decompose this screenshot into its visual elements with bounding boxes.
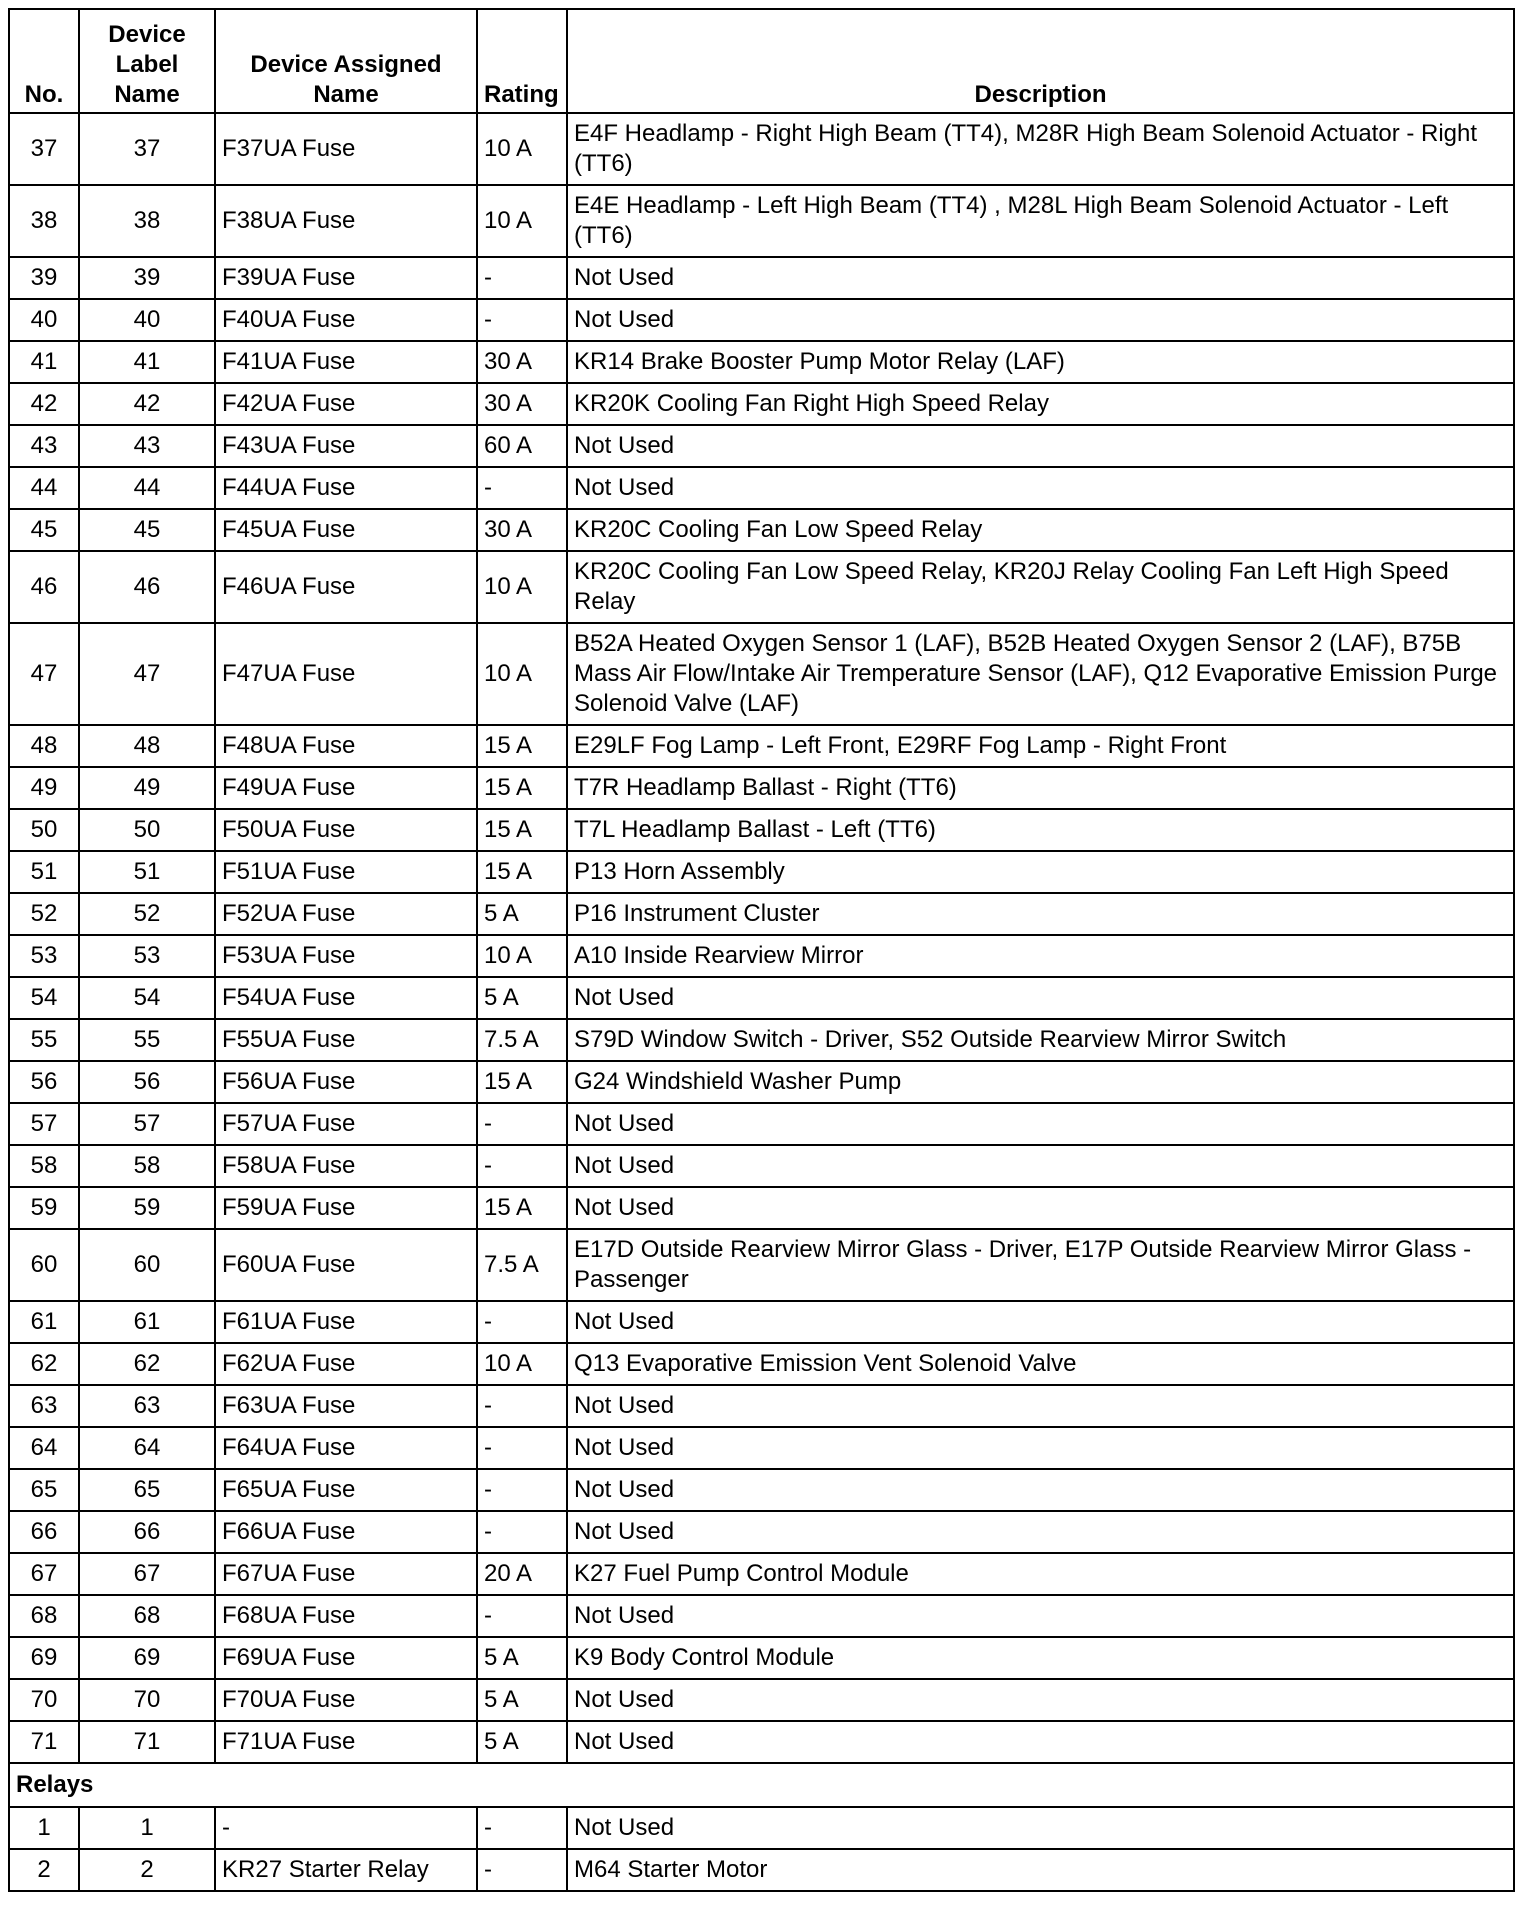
cell-rating: 10 A (477, 551, 567, 623)
fuse-row (9, 623, 1514, 725)
cell-rating: 10 A (477, 623, 567, 725)
cell-no: 39 (9, 257, 79, 299)
cell-no: 48 (9, 725, 79, 767)
cell-label-name: 54 (79, 977, 215, 1019)
cell-description: T7R Headlamp Ballast - Right (TT6) (567, 767, 1514, 809)
cell-rating: 30 A (477, 383, 567, 425)
cell-no: 69 (9, 1637, 79, 1679)
cell-device-name: F43UA Fuse (215, 425, 477, 467)
cell-rating: 15 A (477, 1061, 567, 1103)
cell-rating: - (477, 1511, 567, 1553)
header-no: No. (9, 9, 79, 113)
cell-label-name: 48 (79, 725, 215, 767)
cell-rating: 15 A (477, 1187, 567, 1229)
cell-no: 41 (9, 341, 79, 383)
cell-device-name: F47UA Fuse (215, 623, 477, 725)
cell-device-name: F50UA Fuse (215, 809, 477, 851)
cell-device-name: F62UA Fuse (215, 1343, 477, 1385)
cell-no: 66 (9, 1511, 79, 1553)
cell-label-name: 65 (79, 1469, 215, 1511)
cell-description: Not Used (567, 1807, 1514, 1849)
cell-device-name: F66UA Fuse (215, 1511, 477, 1553)
cell-description: A10 Inside Rearview Mirror (567, 935, 1514, 977)
cell-label-name: 69 (79, 1637, 215, 1679)
cell-no: 62 (9, 1343, 79, 1385)
cell-rating: - (477, 1595, 567, 1637)
cell-rating: 15 A (477, 851, 567, 893)
cell-rating: 5 A (477, 1721, 567, 1763)
cell-rating: 10 A (477, 185, 567, 257)
cell-rating: - (477, 257, 567, 299)
cell-label-name: 70 (79, 1679, 215, 1721)
cell-rating: 5 A (477, 1679, 567, 1721)
cell-device-name: F40UA Fuse (215, 299, 477, 341)
cell-no: 63 (9, 1385, 79, 1427)
fuse-row (9, 1229, 1514, 1301)
cell-rating: 20 A (477, 1553, 567, 1595)
cell-description: Not Used (567, 1595, 1514, 1637)
cell-label-name: 46 (79, 551, 215, 623)
cell-device-name: F46UA Fuse (215, 551, 477, 623)
cell-label-name: 44 (79, 467, 215, 509)
fuse-table-body (9, 113, 1514, 1891)
cell-description: K27 Fuel Pump Control Module (567, 1553, 1514, 1595)
cell-description: Not Used (567, 257, 1514, 299)
cell-no: 50 (9, 809, 79, 851)
cell-device-name: F59UA Fuse (215, 1187, 477, 1229)
table-header-row (9, 9, 1514, 113)
header-device-label-name: Device Label Name (79, 9, 215, 113)
cell-rating: 5 A (477, 893, 567, 935)
cell-device-name: F56UA Fuse (215, 1061, 477, 1103)
cell-description: Q13 Evaporative Emission Vent Solenoid Valve (567, 1343, 1514, 1385)
cell-description: Not Used (567, 1145, 1514, 1187)
header-rating: Rating (477, 9, 567, 113)
relay-row (9, 1807, 1514, 1849)
fuse-row (9, 1679, 1514, 1721)
cell-description: KR20C Cooling Fan Low Speed Relay, KR20J Relay Cooling Fan Left High Speed Relay (567, 551, 1514, 623)
cell-label-name: 68 (79, 1595, 215, 1637)
cell-rating: 60 A (477, 425, 567, 467)
cell-label-name: 49 (79, 767, 215, 809)
cell-device-name: F44UA Fuse (215, 467, 477, 509)
cell-label-name: 59 (79, 1187, 215, 1229)
fuse-row (9, 1385, 1514, 1427)
fuse-row (9, 1427, 1514, 1469)
cell-no: 2 (9, 1849, 79, 1891)
cell-no: 51 (9, 851, 79, 893)
cell-device-name: F58UA Fuse (215, 1145, 477, 1187)
fuse-row (9, 1061, 1514, 1103)
cell-rating: - (477, 1427, 567, 1469)
fuse-row (9, 1187, 1514, 1229)
cell-no: 45 (9, 509, 79, 551)
cell-description: KR20C Cooling Fan Low Speed Relay (567, 509, 1514, 551)
cell-label-name: 37 (79, 113, 215, 185)
cell-no: 42 (9, 383, 79, 425)
fuse-row (9, 1103, 1514, 1145)
cell-description: B52A Heated Oxygen Sensor 1 (LAF), B52B Heated Oxygen Sensor 2 (LAF), B75B Mass Air Flow/Intake Air Tremperature Sensor (LAF), Q12 Evaporative Emission Purge Solenoid Valve (LAF) (567, 623, 1514, 725)
cell-device-name: F67UA Fuse (215, 1553, 477, 1595)
cell-rating: - (477, 1807, 567, 1849)
cell-description: Not Used (567, 1427, 1514, 1469)
cell-rating: 7.5 A (477, 1019, 567, 1061)
cell-label-name: 60 (79, 1229, 215, 1301)
cell-no: 68 (9, 1595, 79, 1637)
cell-no: 1 (9, 1807, 79, 1849)
cell-device-name: F39UA Fuse (215, 257, 477, 299)
cell-label-name: 66 (79, 1511, 215, 1553)
cell-no: 54 (9, 977, 79, 1019)
cell-device-name: F63UA Fuse (215, 1385, 477, 1427)
cell-description: G24 Windshield Washer Pump (567, 1061, 1514, 1103)
cell-description: T7L Headlamp Ballast - Left (TT6) (567, 809, 1514, 851)
cell-label-name: 71 (79, 1721, 215, 1763)
cell-device-name: F48UA Fuse (215, 725, 477, 767)
cell-no: 60 (9, 1229, 79, 1301)
header-device-assigned-name: Device Assigned Name (215, 9, 477, 113)
cell-device-name: F68UA Fuse (215, 1595, 477, 1637)
fuse-row (9, 809, 1514, 851)
cell-rating: - (477, 467, 567, 509)
cell-no: 70 (9, 1679, 79, 1721)
cell-label-name: 53 (79, 935, 215, 977)
cell-no: 44 (9, 467, 79, 509)
cell-device-name: F69UA Fuse (215, 1637, 477, 1679)
fuse-row (9, 341, 1514, 383)
cell-rating: 10 A (477, 113, 567, 185)
fuse-row (9, 1343, 1514, 1385)
fuse-row (9, 1469, 1514, 1511)
cell-label-name: 39 (79, 257, 215, 299)
header-description: Description (567, 9, 1514, 113)
cell-label-name: 67 (79, 1553, 215, 1595)
cell-rating: - (477, 1145, 567, 1187)
cell-description: KR20K Cooling Fan Right High Speed Relay (567, 383, 1514, 425)
fuse-row (9, 1721, 1514, 1763)
cell-no: 55 (9, 1019, 79, 1061)
cell-label-name: 63 (79, 1385, 215, 1427)
cell-no: 46 (9, 551, 79, 623)
cell-no: 47 (9, 623, 79, 725)
cell-label-name: 1 (79, 1807, 215, 1849)
cell-label-name: 45 (79, 509, 215, 551)
fuse-row (9, 1595, 1514, 1637)
cell-label-name: 42 (79, 383, 215, 425)
cell-rating: - (477, 1301, 567, 1343)
fuse-row (9, 851, 1514, 893)
cell-no: 61 (9, 1301, 79, 1343)
cell-device-name: F60UA Fuse (215, 1229, 477, 1301)
cell-no: 56 (9, 1061, 79, 1103)
cell-label-name: 50 (79, 809, 215, 851)
cell-device-name: F71UA Fuse (215, 1721, 477, 1763)
cell-description: E29LF Fog Lamp - Left Front, E29RF Fog Lamp - Right Front (567, 725, 1514, 767)
cell-label-name: 58 (79, 1145, 215, 1187)
cell-label-name: 55 (79, 1019, 215, 1061)
fuse-row (9, 977, 1514, 1019)
cell-description: P16 Instrument Cluster (567, 893, 1514, 935)
fuse-row (9, 257, 1514, 299)
cell-description: Not Used (567, 1679, 1514, 1721)
cell-device-name: F53UA Fuse (215, 935, 477, 977)
cell-description: Not Used (567, 1469, 1514, 1511)
fuse-row (9, 1019, 1514, 1061)
fuse-row (9, 299, 1514, 341)
cell-description: K9 Body Control Module (567, 1637, 1514, 1679)
cell-no: 67 (9, 1553, 79, 1595)
fuse-row (9, 1511, 1514, 1553)
cell-rating: 5 A (477, 977, 567, 1019)
fuse-row (9, 1145, 1514, 1187)
cell-device-name: F38UA Fuse (215, 185, 477, 257)
fuse-row (9, 425, 1514, 467)
cell-rating: - (477, 1469, 567, 1511)
cell-label-name: 52 (79, 893, 215, 935)
cell-rating: 7.5 A (477, 1229, 567, 1301)
cell-no: 58 (9, 1145, 79, 1187)
cell-device-name: F41UA Fuse (215, 341, 477, 383)
cell-rating: 10 A (477, 1343, 567, 1385)
cell-device-name: F54UA Fuse (215, 977, 477, 1019)
cell-description: E17D Outside Rearview Mirror Glass - Driver, E17P Outside Rearview Mirror Glass - Passenger (567, 1229, 1514, 1301)
cell-device-name: F55UA Fuse (215, 1019, 477, 1061)
cell-description: Not Used (567, 977, 1514, 1019)
cell-description: E4E Headlamp - Left High Beam (TT4) , M28L High Beam Solenoid Actuator - Left (TT6) (567, 185, 1514, 257)
cell-no: 38 (9, 185, 79, 257)
fuse-row (9, 509, 1514, 551)
relay-row (9, 1849, 1514, 1891)
cell-no: 64 (9, 1427, 79, 1469)
fuse-assignment-table (8, 8, 1515, 1892)
cell-rating: - (477, 1385, 567, 1427)
cell-rating: - (477, 1849, 567, 1891)
cell-device-name: F37UA Fuse (215, 113, 477, 185)
fuse-row (9, 767, 1514, 809)
fuse-row (9, 935, 1514, 977)
cell-description: Not Used (567, 1103, 1514, 1145)
fuse-row (9, 893, 1514, 935)
cell-rating: 30 A (477, 509, 567, 551)
cell-description: Not Used (567, 299, 1514, 341)
cell-rating: - (477, 1103, 567, 1145)
cell-label-name: 64 (79, 1427, 215, 1469)
cell-description: Not Used (567, 1385, 1514, 1427)
cell-device-name: F65UA Fuse (215, 1469, 477, 1511)
cell-device-name: F57UA Fuse (215, 1103, 477, 1145)
cell-description: Not Used (567, 425, 1514, 467)
cell-no: 49 (9, 767, 79, 809)
cell-rating: 15 A (477, 725, 567, 767)
cell-description: M64 Starter Motor (567, 1849, 1514, 1891)
cell-device-name: F51UA Fuse (215, 851, 477, 893)
fuse-row (9, 383, 1514, 425)
cell-description: Not Used (567, 1721, 1514, 1763)
fuse-row (9, 1301, 1514, 1343)
fuse-row (9, 725, 1514, 767)
cell-no: 37 (9, 113, 79, 185)
cell-no: 40 (9, 299, 79, 341)
cell-description: Not Used (567, 1187, 1514, 1229)
fuse-row (9, 551, 1514, 623)
cell-device-name: F52UA Fuse (215, 893, 477, 935)
cell-no: 57 (9, 1103, 79, 1145)
cell-no: 59 (9, 1187, 79, 1229)
cell-rating: 15 A (477, 809, 567, 851)
cell-no: 52 (9, 893, 79, 935)
fuse-row (9, 1553, 1514, 1595)
cell-rating: 30 A (477, 341, 567, 383)
cell-device-name: F42UA Fuse (215, 383, 477, 425)
fuse-row (9, 467, 1514, 509)
cell-label-name: 51 (79, 851, 215, 893)
cell-description: Not Used (567, 1301, 1514, 1343)
cell-label-name: 38 (79, 185, 215, 257)
cell-device-name: F70UA Fuse (215, 1679, 477, 1721)
cell-device-name: - (215, 1807, 477, 1849)
cell-rating: - (477, 299, 567, 341)
fuse-row (9, 113, 1514, 185)
cell-device-name: F61UA Fuse (215, 1301, 477, 1343)
cell-label-name: 43 (79, 425, 215, 467)
cell-description: Not Used (567, 1511, 1514, 1553)
fuse-row (9, 1637, 1514, 1679)
cell-no: 65 (9, 1469, 79, 1511)
relays-section-row (9, 1763, 1514, 1807)
fuse-row (9, 185, 1514, 257)
relays-section-label: Relays (9, 1763, 1514, 1807)
cell-description: KR14 Brake Booster Pump Motor Relay (LAF) (567, 341, 1514, 383)
cell-device-name: KR27 Starter Relay (215, 1849, 477, 1891)
cell-device-name: F45UA Fuse (215, 509, 477, 551)
cell-label-name: 62 (79, 1343, 215, 1385)
cell-rating: 5 A (477, 1637, 567, 1679)
cell-description: P13 Horn Assembly (567, 851, 1514, 893)
cell-no: 43 (9, 425, 79, 467)
cell-device-name: F64UA Fuse (215, 1427, 477, 1469)
cell-no: 71 (9, 1721, 79, 1763)
cell-description: Not Used (567, 467, 1514, 509)
cell-label-name: 56 (79, 1061, 215, 1103)
cell-no: 53 (9, 935, 79, 977)
cell-label-name: 61 (79, 1301, 215, 1343)
cell-label-name: 57 (79, 1103, 215, 1145)
cell-description: E4F Headlamp - Right High Beam (TT4), M28R High Beam Solenoid Actuator - Right (TT6) (567, 113, 1514, 185)
cell-rating: 10 A (477, 935, 567, 977)
cell-label-name: 40 (79, 299, 215, 341)
cell-device-name: F49UA Fuse (215, 767, 477, 809)
cell-description: S79D Window Switch - Driver, S52 Outside Rearview Mirror Switch (567, 1019, 1514, 1061)
cell-label-name: 47 (79, 623, 215, 725)
cell-label-name: 2 (79, 1849, 215, 1891)
cell-label-name: 41 (79, 341, 215, 383)
cell-rating: 15 A (477, 767, 567, 809)
